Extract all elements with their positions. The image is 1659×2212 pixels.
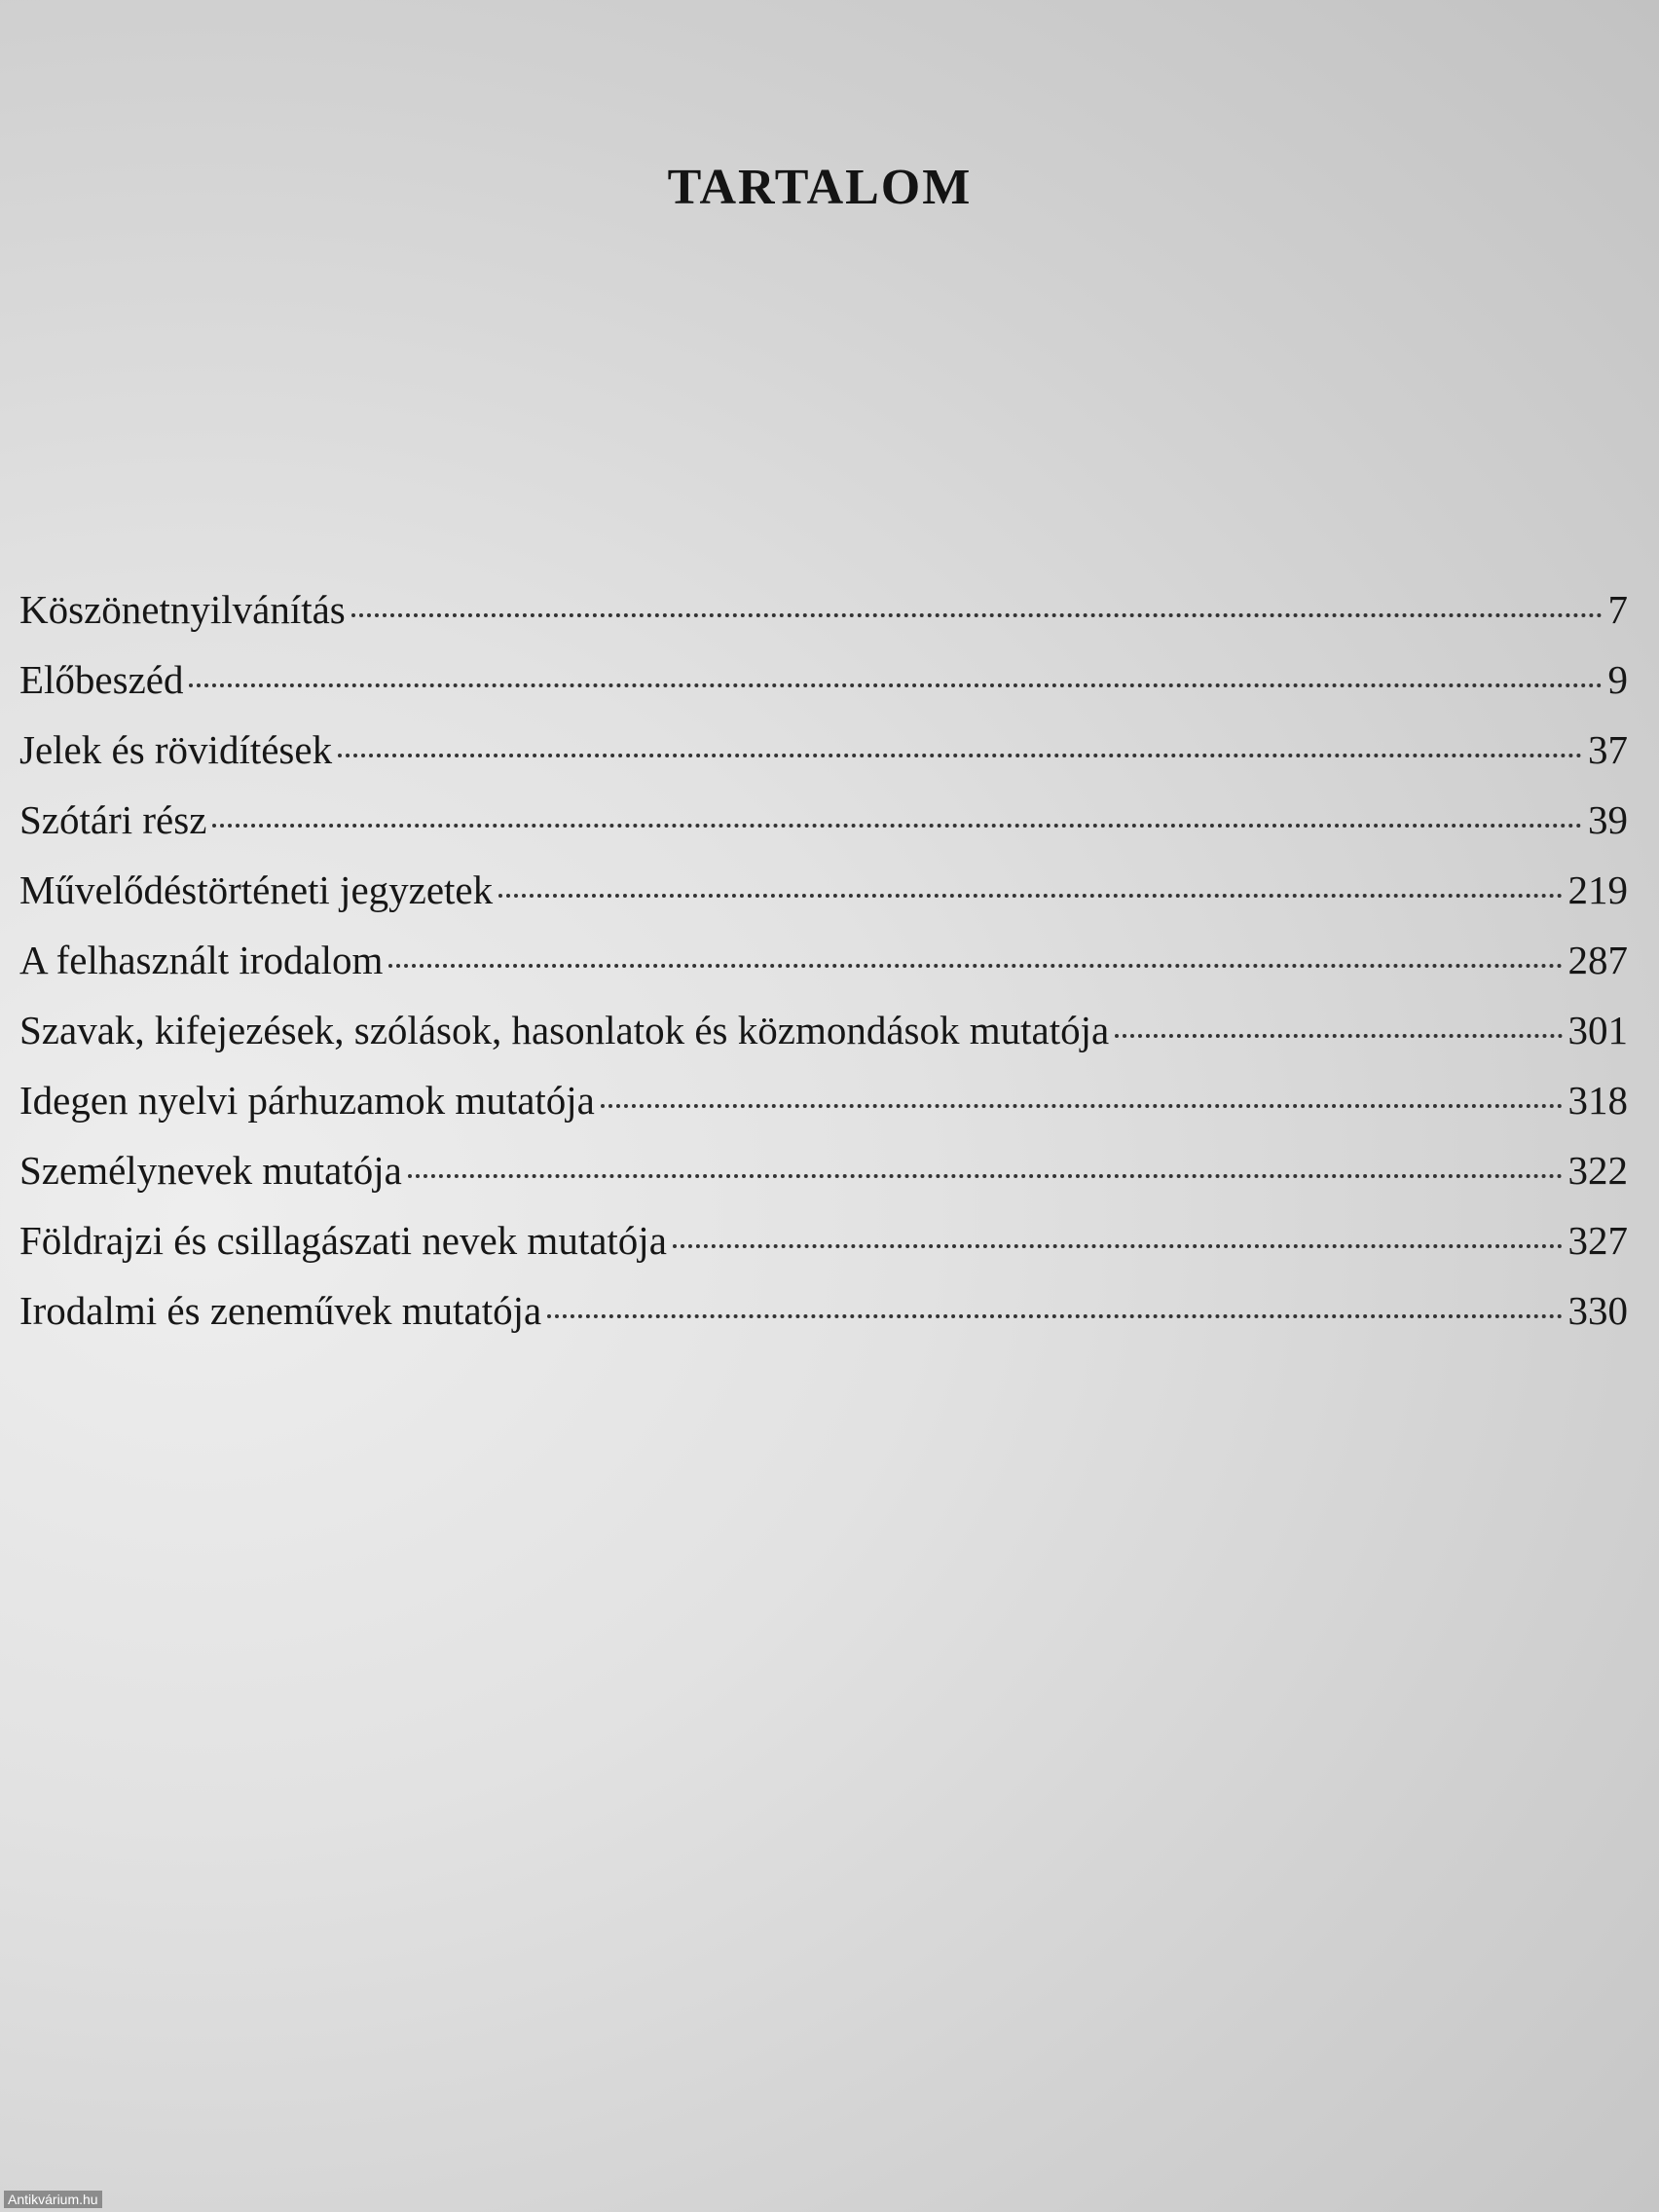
dot-leader — [673, 1244, 1563, 1248]
toc-entry — [19, 645, 1628, 715]
dot-leader — [547, 1314, 1562, 1318]
toc-entry-page: 322 — [1567, 1148, 1628, 1193]
toc-entry — [19, 995, 1628, 1065]
page-title: TARTALOM — [667, 159, 973, 215]
toc-entry-page: 219 — [1567, 867, 1628, 912]
toc-entry-label: Földrajzi és csillagászati nevek mutatója — [19, 1218, 667, 1263]
toc-entry-page: 39 — [1588, 797, 1628, 842]
toc-entry-label: Jelek és rövidítések — [19, 727, 333, 772]
toc-entry-page: 37 — [1588, 727, 1628, 772]
toc-entry — [19, 715, 1628, 785]
toc-entry-label: Szavak, kifejezések, szólások, hasonlatok és közmondások mutatója — [19, 1008, 1110, 1052]
dot-leader — [338, 754, 1582, 757]
toc-entry-label: Előbeszéd — [19, 657, 184, 702]
dot-leader — [189, 683, 1602, 687]
dot-leader — [212, 824, 1582, 828]
toc-entry — [19, 1135, 1628, 1205]
toc-entry-page: 318 — [1567, 1078, 1628, 1123]
toc-entry-label: Köszönetnyilvánítás — [19, 587, 346, 632]
toc-entry-page: 301 — [1567, 1008, 1628, 1052]
toc-entry-page: 327 — [1567, 1218, 1628, 1263]
toc-entry-page: 9 — [1607, 657, 1628, 702]
toc-entry — [19, 1275, 1628, 1346]
dot-leader — [408, 1174, 1563, 1178]
toc-entry-page: 7 — [1607, 587, 1628, 632]
toc-entry — [19, 1065, 1628, 1135]
toc-entry — [19, 574, 1628, 645]
dot-leader — [498, 894, 1562, 898]
toc-entry-label: Művelődéstörténeti jegyzetek — [19, 867, 494, 912]
table-of-contents — [19, 574, 1628, 1346]
dot-leader — [1115, 1034, 1562, 1038]
dot-leader — [351, 613, 1603, 617]
toc-entry — [19, 925, 1628, 995]
toc-entry-page: 287 — [1567, 938, 1628, 982]
toc-entry-label: Szótári rész — [19, 797, 207, 842]
toc-entry — [19, 1205, 1628, 1275]
dot-leader — [388, 964, 1562, 968]
toc-entry-label: Személynevek mutatója — [19, 1148, 402, 1193]
toc-entry-page: 330 — [1567, 1288, 1628, 1333]
toc-entry-label: Idegen nyelvi párhuzamok mutatója — [19, 1078, 595, 1123]
site-watermark: Antikvárium.hu — [4, 2191, 102, 2208]
toc-entry — [19, 785, 1628, 855]
dot-leader — [601, 1104, 1563, 1108]
toc-entry-label: Irodalmi és zeneművek mutatója — [19, 1288, 542, 1333]
toc-entry — [19, 855, 1628, 925]
toc-entry-label: A felhasznált irodalom — [19, 938, 384, 982]
